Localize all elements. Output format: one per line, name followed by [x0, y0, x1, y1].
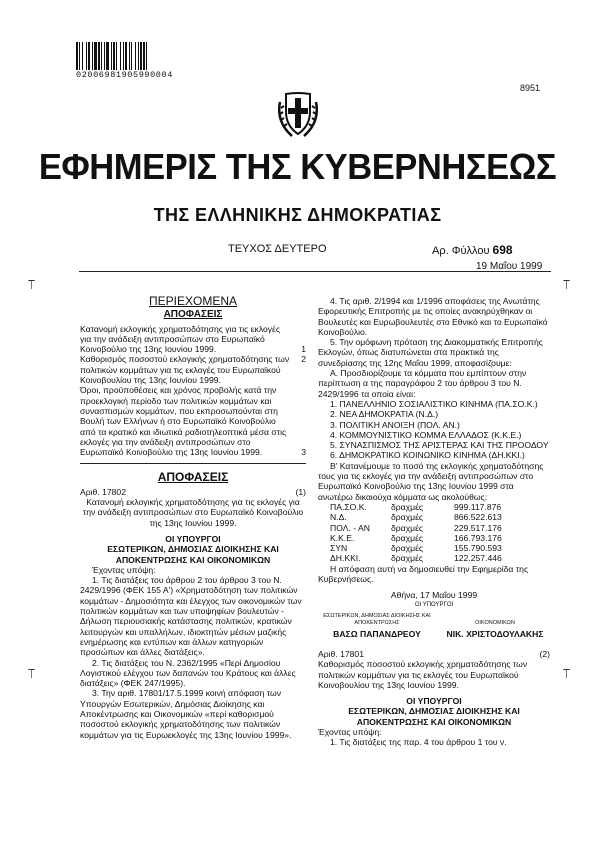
right-column [318, 296, 550, 748]
decision-number: Αριθ. 17802 [80, 486, 126, 497]
amount-currency: δραχμές [391, 512, 424, 523]
party-item: 6. ΔΗΜΟΚΡΑΤΙΚΟ ΚΟΙΝΩΝΙΚΟ ΚΙΝΗΜΑ (ΔΗ.ΚΚΙ.) [330, 450, 525, 461]
table-row [330, 512, 505, 522]
header-rule [79, 271, 551, 272]
sheet-label: Αρ. Φύλλου [432, 245, 490, 257]
margin-mark: ⟙ [563, 278, 571, 292]
consideration-item: 4. Τις αριθ. 2/1994 και 1/1996 αποφάσεις της Ανωτάτης Εφορευτικής Επιτροπής με τις οποίες ανακηρύχθηκαν οι Βουλευτές και Ευρωβουλευτές στο Εθνικό και το Ευρωπαϊκό Κοινοβούλιο. [318, 296, 548, 337]
signatory-name: ΒΑΣΩ ΠΑΠΑΝΔΡΕΟΥ [333, 628, 421, 639]
decision-a: Α. Προσδιορίζουμε τα κόμματα που εμπίπτουν στην περίπτωση α της παραγράφου 2 του άρθρου 3 του Ν. 2429/1996 τα οποία είναι: [318, 368, 527, 399]
table-row [330, 523, 505, 533]
amount-currency: δραχμές [391, 501, 424, 512]
place-date: Αθήνα, 17 Μαΐου 1999 [390, 590, 478, 601]
party-item: 4. ΚΟΜΜΟΥΝΙΣΤΙΚΟ ΚΟΜΜΑ ΕΛΛΑΔΟΣ (Κ.Κ.Ε.) [330, 429, 522, 440]
amount-party: ΣΥΝ [330, 543, 348, 554]
amounts-table [330, 502, 505, 564]
decisions-heading: ΑΠΟΦΑΣΕΙΣ [157, 470, 229, 485]
decision-title: Κατανομή εκλογικής χρηματοδότησης για τις εκλογές για την ανάδειξη αντιπροσώπων στο Ευρωπαϊκό Κοινοβούλιο της 13ης Ιουνίου 1999. [82, 497, 304, 528]
contents-heading: ΠΕΡΙΕΧΟΜΕΝΑ [148, 294, 238, 308]
toc-entry-text: Όροι, προϋποθέσεις και χρόνος προβολής κατά την προεκλογική περίοδο των πολιτικών κομμάτων και συνασπισμών κομμάτων, που εκπροσωπούνται στη Βουλή των Ελλήνων ή στο Ευρωπαϊκό Κοινοβούλιο από τα κρατικό και ιδιωτικά ραδιοτηλεοπτικά μέσα στις εκλογές για την ανάδειξη αντιπροσώπων στο Ευρωπαϊκό Κοινοβούλιο της 13ης Ιουνίου 1999. [80, 385, 287, 458]
table-row [330, 543, 505, 553]
decision-ministries: ΕΣΩΤΕΡΙΚΩΝ, ΔΗΜΟΣΙΑΣ ΔΙΟΙΚΗΣΗΣ ΚΑΙ ΑΠΟΚΕΝΤΡΩΣΗΣ ΚΑΙ ΟΙΚΟΝΟΜΙΚΩΝ [107, 544, 279, 565]
amount-party: ΠΟΛ. - ΑΝ [330, 522, 370, 533]
margin-mark: ⟙ [28, 278, 36, 292]
toc-entry[interactable] [80, 385, 306, 457]
consideration-item: 2. Τις διατάξεις του Ν. 2362/1995 «Περί Δημοσίου Λογιστικού ελέγχου των δαπανών του Κράτους και άλλες διατάξεις» (ΦΕΚ 247/1995). [80, 657, 296, 689]
issue-date: 19 Μαΐου 1999 [476, 261, 543, 272]
margin-mark: ⟙ [563, 667, 571, 681]
toc-entry[interactable] [80, 324, 306, 355]
contents-subheading: ΑΠΟΦΑΣΕΙΣ [163, 309, 223, 321]
signatories-label: ΟΙ ΥΠΟΥΡΓΟΙ [414, 601, 454, 608]
margin-mark: ⟙ [28, 667, 36, 681]
decision-number-row [318, 649, 550, 659]
decision-number: Αριθ. 17801 [318, 648, 364, 659]
amount-value: 122.257.446 [454, 553, 502, 564]
decision-authority: ΟΙ ΥΠΟΥΡΓΟΙ [406, 696, 462, 707]
decision-b: Β' Κατανέμουμε το ποσό της εκλογικής χρηματοδότησης τους για τις εκλογές για την ανάδειξη αντιπροσώπων στο Ευρωπαϊκό Κοινοβούλιο της 13ης Ιουνίου 1999 στα ανωτέρω δικαιούχα κόμματα ως ακολούθως: [318, 460, 544, 502]
sheet-number [432, 243, 513, 257]
signatory-role: ΟΙΚΟΝΟΜΙΚΩΝ [475, 619, 515, 626]
table-row [330, 502, 505, 512]
amount-value: 866.522.613 [454, 512, 502, 523]
signatures [318, 613, 550, 639]
signatory-role: ΕΣΩΤΕΡΙΚΩΝ, ΔΗΜΟΣΙΑΣ ΔΙΟΙΚΗΣΗΣ ΚΑΙ ΑΠΟΚΕΝΤΡΩΣΗΣ [323, 612, 431, 626]
decision-index: (1) [295, 486, 306, 497]
party-item: 5. ΣΥΝΑΣΠΙΣΜΟΣ ΤΗΣ ΑΡΙΣΤΕΡΑΣ ΚΑΙ ΤΗΣ ΠΡΟΟΔΟΥ [330, 440, 549, 451]
considering: Έχοντας υπόψη: [92, 564, 156, 575]
amount-party: ΔΗ.ΚΚΙ. [330, 553, 361, 564]
amount-currency: δραχμές [391, 532, 424, 543]
amount-party: Ν.Δ. [330, 512, 347, 523]
newspaper-title: ΕΦΗΜΕΡΙΣ ΤΗΣ ΚΥΒΕΡΝΗΣΕΩΣ [38, 146, 557, 187]
party-item: 2. ΝΕΑ ΔΗΜΟΚΡΑΤΙΑ (Ν.Δ.) [330, 409, 439, 420]
divider [80, 463, 306, 464]
toc-entry-page: 2 [301, 354, 306, 365]
party-item: 1. ΠΑΝΕΛΛΗΝΙΟ ΣΟΣΙΑΛΙΣΤΙΚΟ ΚΙΝΗΜΑ (ΠΑ.ΣΟ.Κ.) [330, 398, 538, 409]
consideration-item: 1. Τις διατάξεις της παρ. 4 του άρθρου 1 του ν. [330, 737, 507, 748]
decision-ministries: ΕΣΩΤΕΡΙΚΩΝ, ΔΗΜΟΣΙΑΣ ΔΙΟΙΚΗΣΗΣ ΚΑΙ ΑΠΟΚΕΝΤΡΩΣΗΣ ΚΑΙ ΟΙΚΟΝΟΜΙΚΩΝ [348, 706, 520, 727]
amount-value: 155.790.593 [454, 543, 502, 554]
amount-party: ΠΑ.ΣΟ.Κ. [330, 501, 367, 512]
decision-index: (2) [539, 648, 550, 659]
left-column [80, 296, 306, 740]
party-item: 3. ΠΟΛΙΤΙΚΗ ΑΝΟΙΞΗ (ΠΟΛ. ΑΝ.) [330, 419, 460, 430]
page-number: 8951 [520, 83, 541, 93]
newspaper-subtitle: ΤΗΣ ΕΛΛΗΝΙΚΗΣ ΔΗΜΟΚΡΑΤΙΑΣ [153, 205, 442, 225]
amount-party: Κ.Κ.Ε. [330, 532, 355, 543]
barcode [76, 42, 204, 70]
toc-entry-page: 1 [301, 344, 306, 355]
issue-label: ΤΕΥΧΟΣ ΔΕΥΤΕΡΟ [228, 243, 327, 255]
amount-value: 999.117.876 [454, 501, 502, 512]
greek-coat-of-arms-icon [278, 92, 318, 140]
barcode-number: 02006981905990004 [76, 70, 173, 80]
consideration-item: 3. Την αριθ. 17801/17.5.1999 κοινή απόφαση των Υπουργών Εσωτερικών, Δημόσιας Διοίκησης και Αποκέντρωσης και Οικονομικών «περί καθορισμού ποσοστού εκλογικής χρηματοδότησης των πολιτικών κομμάτων για τις Ευρωεκλογές της 13ης Ιουνίου 1999». [80, 688, 292, 740]
toc-entry[interactable] [80, 354, 306, 385]
decision-number-row [80, 487, 306, 497]
amount-currency: δραχμές [391, 553, 424, 564]
consideration-item: 5. Την ομόφωνη πρόταση της Διακομματικής Επιτροπής Εκλογών, όπως διατυπώνεται στα πρακτικά της συνεδρίασης της 12ης Μαΐου 1999, αποφασίζουμε: [318, 337, 543, 368]
toc-entry-page: 3 [301, 447, 306, 458]
decision-authority: ΟΙ ΥΠΟΥΡΓΟΙ [165, 533, 221, 544]
amount-currency: δραχμές [391, 522, 424, 533]
signatory-2 [440, 613, 550, 639]
amount-currency: δραχμές [391, 543, 424, 554]
decision-title: Καθορισμός ποσοστού εκλογικής χρηματοδότησης των πολιτικών κομμάτων για τις εκλογές του Ευρωπαϊκού Κοινοβουλίου της 13ης Ιουνίου 1999. [318, 659, 528, 690]
table-row [330, 533, 505, 543]
amount-value: 166.793.176 [454, 532, 502, 543]
signatory-name: ΝΙΚ. ΧΡΙΣΤΟΔΟΥΛΑΚΗΣ [446, 628, 544, 639]
table-row [330, 553, 505, 563]
sheet-number-value: 698 [492, 243, 513, 257]
amount-value: 229.517.176 [454, 522, 502, 533]
consideration-item: 1. Τις διατάξεις του άρθρου 2 του άρθρου 3 του Ν. 2429/1996 (ΦΕΚ 155 Α') «Χρηματοδότηση των πολιτικών κομμάτων - Δημοσιότητα και έλεγχος των οικονομικών των πολιτικών κομμάτων και των υποψηφίων βουλευτών - Δήλωση περιουσιακής κατάστασης πολιτικών, κρατικών λειτουργών και υπαλλήλων, ιδιοκτητών μέσων μαζικής ενημέρωσης και εντύπων και άλλων κατηγοριών προσώπων και άλλες διατάξεις». [80, 575, 302, 658]
toc-entry-text: Κατανομή εκλογικής χρηματοδότησης για τις εκλογές για την ανάδειξη αντιπροσώπων στο Ευρωπαϊκό Κοινοβούλιο της 13ης Ιουνίου 1999. [80, 323, 281, 355]
considering: Έχοντας υπόψη: [318, 726, 382, 737]
publication-note: Η απόφαση αυτή να δημοσιευθεί την Εφημερίδα της Κυβερνήσεως. [318, 563, 529, 585]
signatory-1 [318, 613, 436, 639]
toc-entry-text: Καθορισμός ποσοστού εκλογικής χρηματοδότησης των πολιτικών κομμάτων για τις εκλογές του Ευρωπαϊκού Κοινοβουλίου της 13ης Ιουνίου 1999. [80, 354, 290, 386]
